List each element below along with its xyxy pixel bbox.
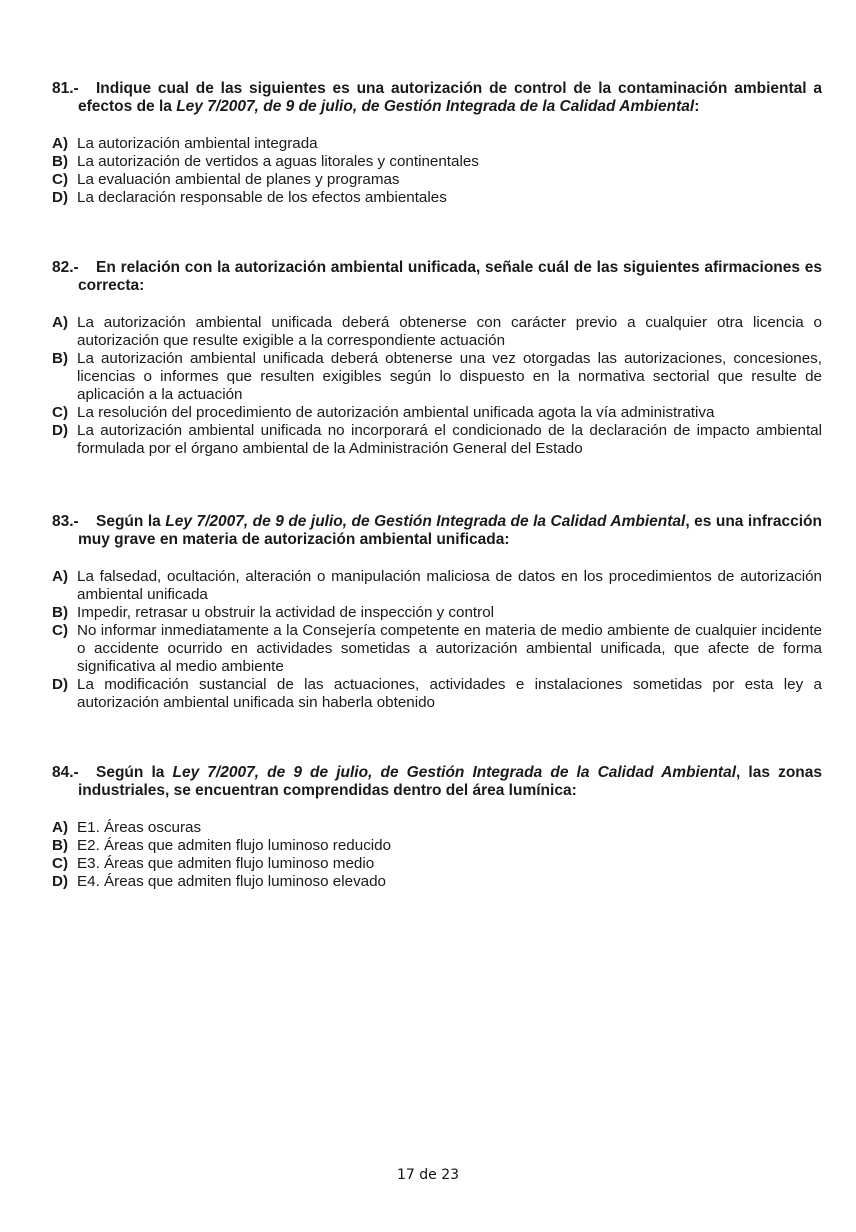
question-82 bbox=[52, 259, 822, 458]
option-text: La modificación sustancial de las actuaciones, actividades e instalaciones sometidas por esta ley a autorización ambiental unificada sin haberla obtenido bbox=[77, 676, 822, 711]
question-83 bbox=[52, 513, 822, 712]
option-a bbox=[52, 314, 822, 350]
stem-segment: , es una infracción muy grave en materia de autorización ambiental unificada: bbox=[78, 513, 822, 548]
stem-text bbox=[78, 513, 822, 548]
stem-text bbox=[78, 259, 822, 294]
question-stem bbox=[52, 80, 822, 116]
stem-segment: : bbox=[694, 98, 700, 115]
question-stem bbox=[52, 513, 822, 549]
stem-segment: En relación con la autorización ambiental unificada, señale cuál de las siguientes afirmaciones es correcta: bbox=[78, 259, 822, 294]
option-letter: C) bbox=[52, 404, 69, 421]
option-a bbox=[52, 819, 822, 837]
option-a bbox=[52, 135, 822, 153]
law-title: Ley 7/2007, de 9 de julio, de Gestión Integrada de la Calidad Ambiental bbox=[176, 98, 695, 115]
option-b bbox=[52, 604, 822, 622]
law-title: Ley 7/2007, de 9 de julio, de Gestión Integrada de la Calidad Ambiental bbox=[172, 764, 737, 781]
option-d bbox=[52, 422, 822, 458]
option-letter: C) bbox=[52, 855, 69, 872]
options-list bbox=[52, 568, 822, 712]
option-text: La evaluación ambiental de planes y programas bbox=[77, 171, 400, 188]
question-number: 81.- bbox=[52, 80, 79, 97]
question-number: 82.- bbox=[52, 259, 79, 276]
option-letter: A) bbox=[52, 314, 69, 331]
option-text: E4. Áreas que admiten flujo luminoso elevado bbox=[77, 873, 387, 890]
option-c bbox=[52, 622, 822, 676]
question-stem bbox=[52, 259, 822, 295]
option-text: La autorización ambiental unificada no incorporará el condicionado de la declaración de impacto ambiental formulada por el órgano ambiental de la Administración General del Estado bbox=[77, 422, 822, 457]
options-list bbox=[52, 135, 822, 207]
stem-text bbox=[78, 764, 822, 799]
option-text: La falsedad, ocultación, alteración o manipulación maliciosa de datos en los procedimientos de autorización ambiental unificada bbox=[77, 568, 822, 603]
question-number: 84.- bbox=[52, 764, 79, 781]
question-81 bbox=[52, 80, 822, 207]
option-text: E1. Áreas oscuras bbox=[77, 819, 202, 836]
option-text: E3. Áreas que admiten flujo luminoso medio bbox=[77, 855, 375, 872]
option-letter: A) bbox=[52, 568, 69, 585]
option-c bbox=[52, 855, 822, 873]
options-list bbox=[52, 314, 822, 458]
option-d bbox=[52, 873, 822, 891]
question-number: 83.- bbox=[52, 513, 79, 530]
option-c bbox=[52, 171, 822, 189]
law-title: Ley 7/2007, de 9 de julio, de Gestión Integrada de la Calidad Ambiental bbox=[165, 513, 686, 530]
page-number: 17 de 23 bbox=[396, 1167, 460, 1183]
option-letter: A) bbox=[52, 135, 69, 152]
option-letter: A) bbox=[52, 819, 69, 836]
option-text: La declaración responsable de los efectos ambientales bbox=[77, 189, 447, 206]
option-letter: B) bbox=[52, 153, 69, 170]
option-d bbox=[52, 676, 822, 712]
option-text: La autorización ambiental unificada deberá obtenerse con carácter previo a cualquier otra licencia o autorización que resulte exigible a la correspondiente actuación bbox=[77, 314, 822, 349]
option-a bbox=[52, 568, 822, 604]
option-letter: D) bbox=[52, 873, 69, 890]
stem-segment: Según la bbox=[96, 513, 166, 530]
question-stem bbox=[52, 764, 822, 800]
option-text: La autorización ambiental unificada deberá obtenerse una vez otorgadas las autorizaciones, concesiones, licencias o informes que resulten exigibles según lo dispuesto en la normativa sectorial que resulte de aplicación a la actuación bbox=[77, 350, 822, 403]
stem-segment: Indique cual de las siguientes es una autorización de control de la contaminación ambiental a efectos de la bbox=[78, 80, 822, 115]
option-letter: D) bbox=[52, 676, 69, 693]
option-letter: B) bbox=[52, 604, 69, 621]
option-letter: D) bbox=[52, 422, 69, 439]
option-text: No informar inmediatamente a la Consejería competente en materia de medio ambiente de cualquier incidente o accidente ocurrido en actividades sometidas a autorización ambiental unificada, que afecte de forma significativa al medio ambiente bbox=[77, 622, 822, 675]
option-b bbox=[52, 350, 822, 404]
option-text: Impedir, retrasar u obstruir la actividad de inspección y control bbox=[77, 604, 495, 621]
options-list bbox=[52, 819, 822, 891]
option-letter: B) bbox=[52, 837, 69, 854]
stem-segment: Según la bbox=[96, 764, 173, 781]
option-letter: C) bbox=[52, 622, 69, 639]
stem-text bbox=[78, 80, 822, 115]
option-text: E2. Áreas que admiten flujo luminoso reducido bbox=[77, 837, 392, 854]
option-b bbox=[52, 837, 822, 855]
option-letter: B) bbox=[52, 350, 69, 367]
option-d bbox=[52, 189, 822, 207]
option-text: La autorización de vertidos a aguas litorales y continentales bbox=[77, 153, 479, 170]
option-b bbox=[52, 153, 822, 171]
option-letter: C) bbox=[52, 171, 69, 188]
option-c bbox=[52, 404, 822, 422]
option-text: La resolución del procedimiento de autorización ambiental unificada agota la vía administrativa bbox=[77, 404, 715, 421]
stem-segment: , las zonas industriales, se encuentran comprendidas dentro del área lumínica: bbox=[78, 764, 822, 799]
option-letter: D) bbox=[52, 189, 69, 206]
question-84 bbox=[52, 764, 822, 891]
option-text: La autorización ambiental integrada bbox=[77, 135, 318, 152]
